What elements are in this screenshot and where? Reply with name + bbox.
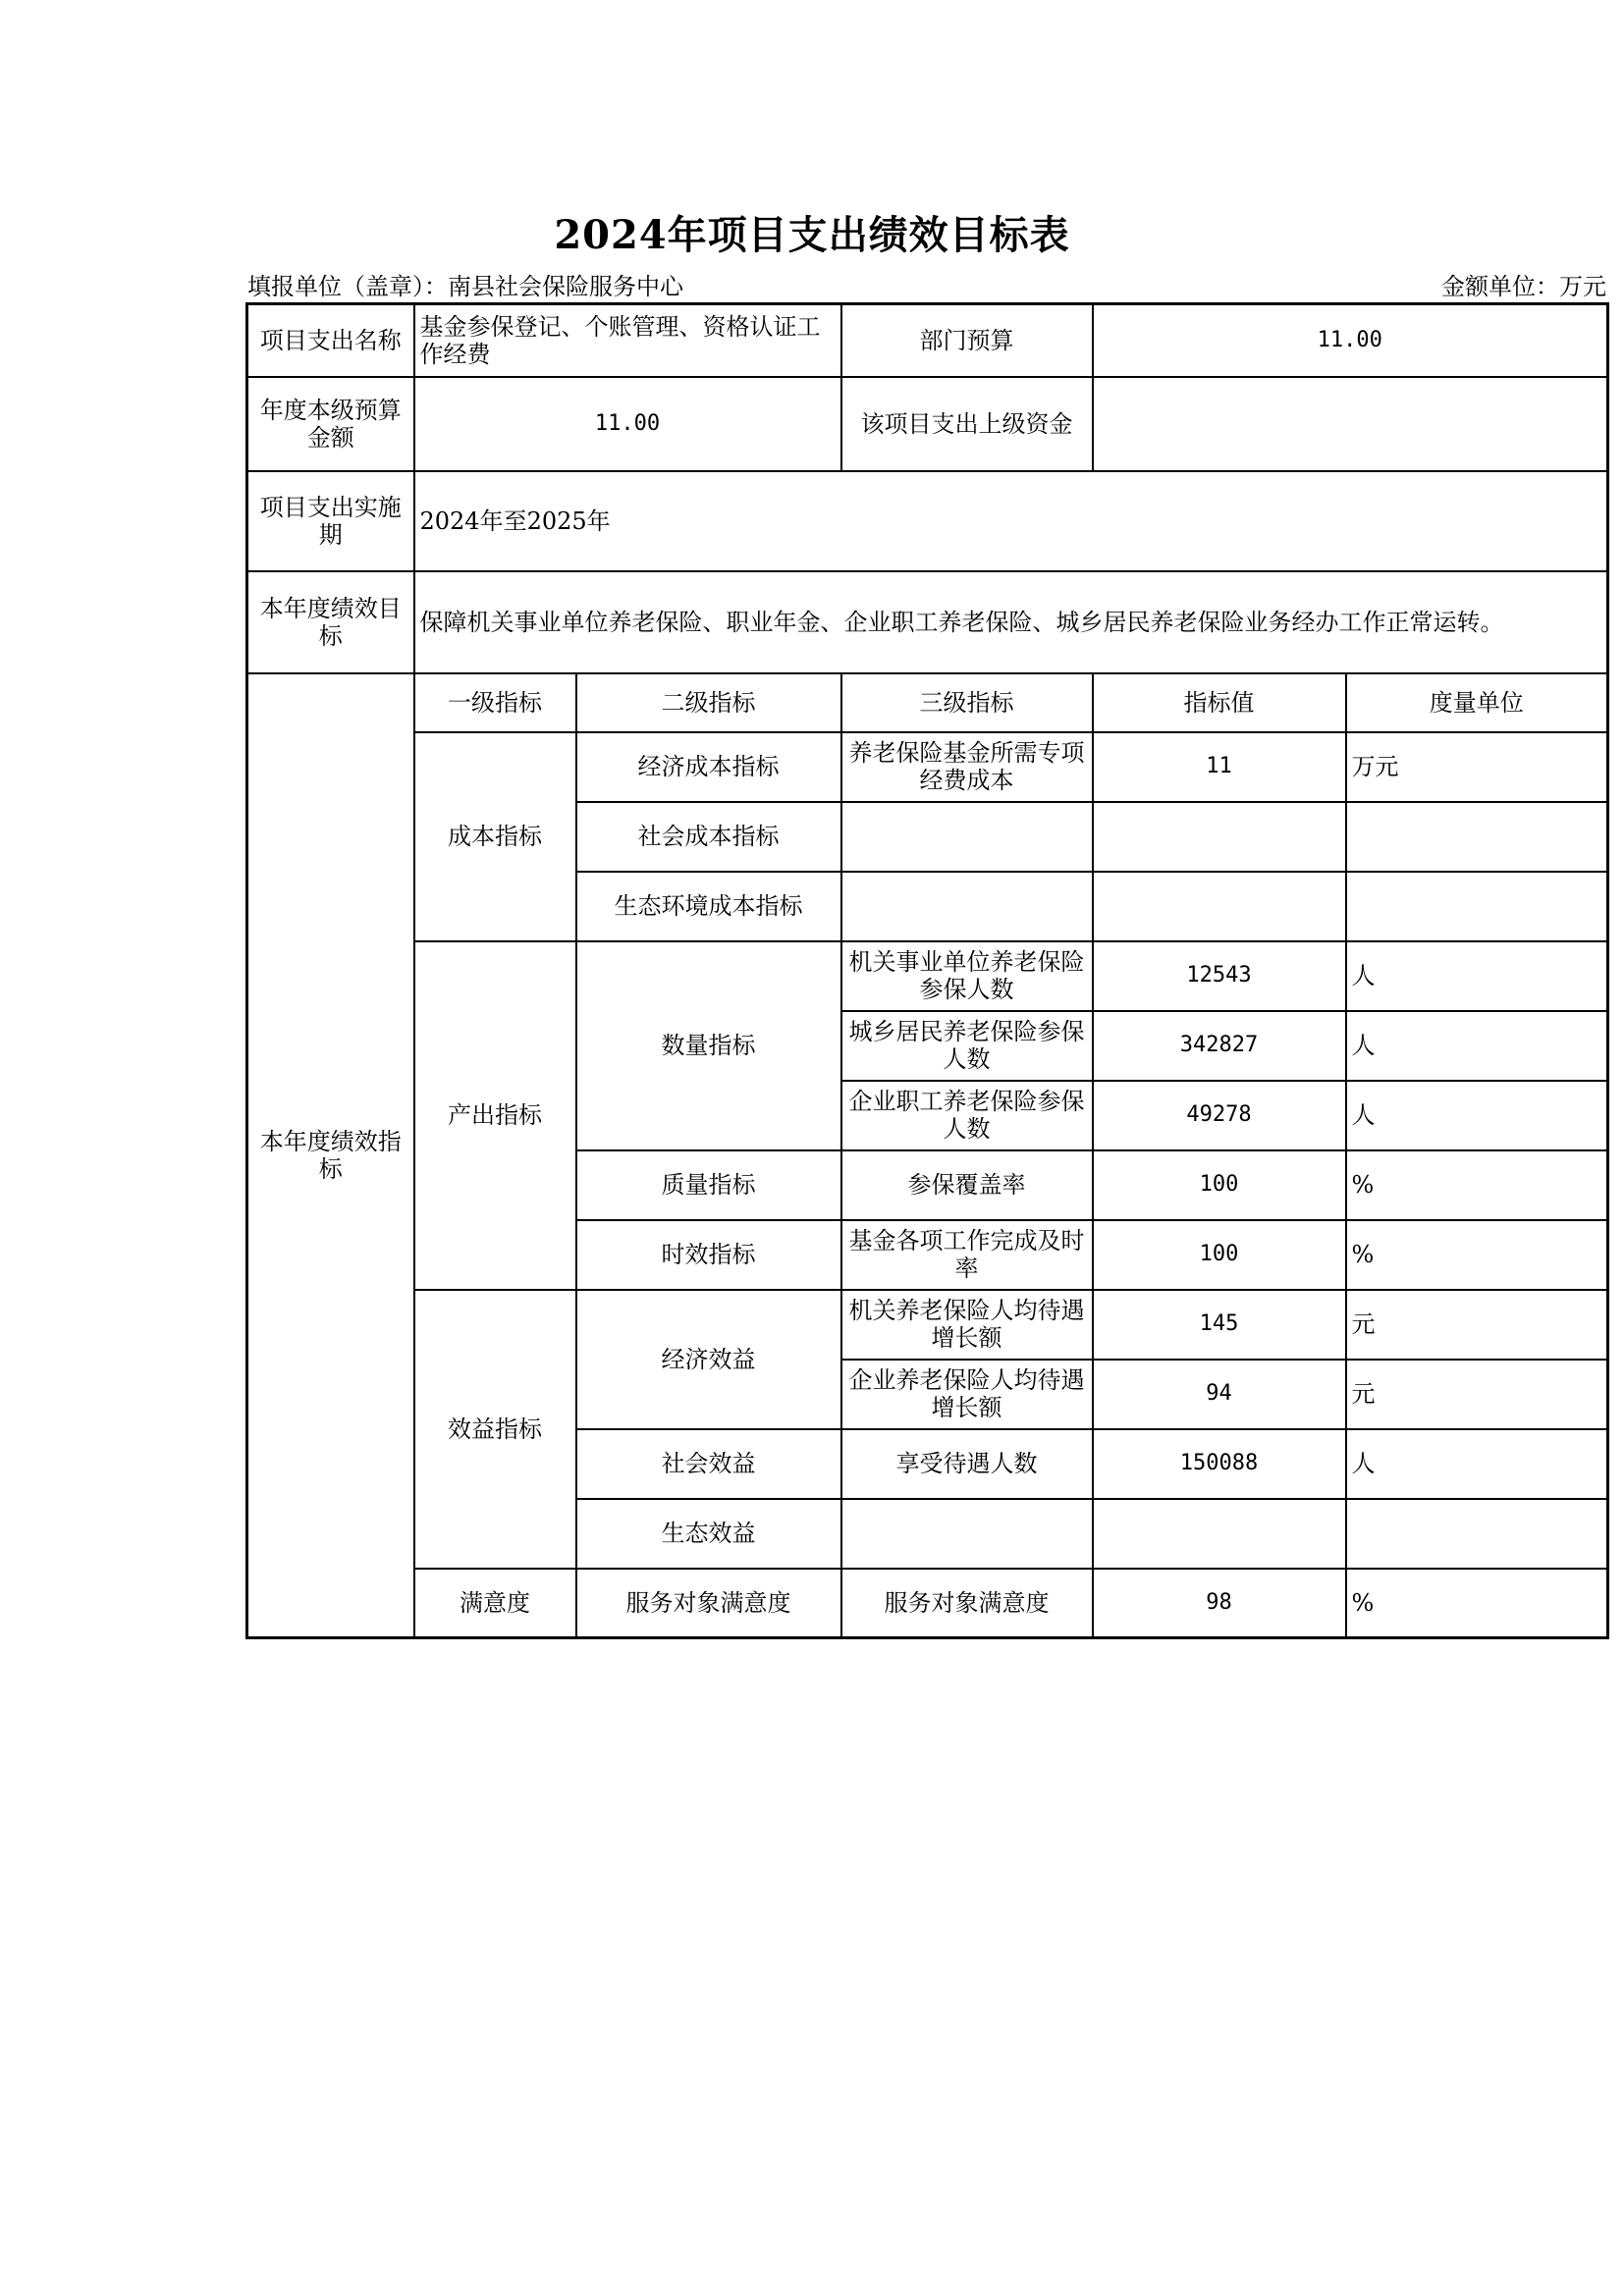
unit-cell: 元 (1346, 1290, 1608, 1360)
annual-budget-value: 11.00 (414, 377, 841, 471)
value-cell: 145 (1093, 1290, 1346, 1360)
unit-cell (1346, 1499, 1608, 1569)
level3-cell: 机关养老保险人均待遇增长额 (841, 1290, 1093, 1360)
level3-cell: 享受待遇人数 (841, 1429, 1093, 1499)
unit-cell: 万元 (1346, 732, 1608, 802)
level1-cell: 产出指标 (414, 941, 576, 1290)
unit-cell: 人 (1346, 1081, 1608, 1150)
column-header: 二级指标 (576, 673, 841, 732)
column-header: 一级指标 (414, 673, 576, 732)
value-cell: 150088 (1093, 1429, 1346, 1499)
level1-cell: 满意度 (414, 1569, 576, 1638)
table-row (247, 304, 1608, 377)
column-header: 三级指标 (841, 673, 1093, 732)
table-row (247, 1290, 1608, 1360)
value-cell: 94 (1093, 1360, 1346, 1429)
unit-cell: 人 (1346, 1011, 1608, 1081)
level3-cell: 参保覆盖率 (841, 1150, 1093, 1220)
value-cell: 342827 (1093, 1011, 1346, 1081)
level2-cell: 经济成本指标 (576, 732, 841, 802)
value-cell (1093, 872, 1346, 941)
level3-cell (841, 1499, 1093, 1569)
level3-cell (841, 802, 1093, 872)
amount-unit: 金额单位：万元 (1441, 273, 1606, 300)
level2-cell: 生态环境成本指标 (576, 872, 841, 941)
level2-cell: 时效指标 (576, 1220, 841, 1290)
table-row (247, 941, 1608, 1011)
performance-table (245, 302, 1609, 1639)
period-label: 项目支出实施期 (247, 471, 414, 571)
reporting-unit: 填报单位（盖章）：南县社会保险服务中心 (247, 273, 683, 300)
value-cell: 11 (1093, 732, 1346, 802)
project-name-label: 项目支出名称 (247, 304, 414, 377)
unit-cell: % (1346, 1569, 1608, 1638)
value-cell: 100 (1093, 1220, 1346, 1290)
period-value: 2024年至2025年 (414, 471, 1608, 571)
table-row (247, 1569, 1608, 1638)
value-cell: 98 (1093, 1569, 1346, 1638)
level3-cell: 机关事业单位养老保险参保人数 (841, 941, 1093, 1011)
level2-cell: 服务对象满意度 (576, 1569, 841, 1638)
unit-cell: 人 (1346, 941, 1608, 1011)
level3-cell: 城乡居民养老保险参保人数 (841, 1011, 1093, 1081)
level3-cell (841, 872, 1093, 941)
level2-cell: 质量指标 (576, 1150, 841, 1220)
unit-cell: % (1346, 1220, 1608, 1290)
column-header: 度量单位 (1346, 673, 1608, 732)
level3-cell: 服务对象满意度 (841, 1569, 1093, 1638)
annual-budget-label: 年度本级预算金额 (247, 377, 414, 471)
column-header: 指标值 (1093, 673, 1346, 732)
level3-cell: 企业职工养老保险参保人数 (841, 1081, 1093, 1150)
superior-funds-value (1093, 377, 1608, 471)
page-title: 2024年项目支出绩效目标表 (554, 212, 1070, 258)
level3-cell: 企业养老保险人均待遇增长额 (841, 1360, 1093, 1429)
level2-cell: 社会效益 (576, 1429, 841, 1499)
dept-budget-label: 部门预算 (841, 304, 1093, 377)
level2-cell: 社会成本指标 (576, 802, 841, 872)
unit-cell: 人 (1346, 1429, 1608, 1499)
table-row (247, 732, 1608, 802)
level3-cell: 基金各项工作完成及时率 (841, 1220, 1093, 1290)
value-cell (1093, 1499, 1346, 1569)
level1-cell: 效益指标 (414, 1290, 576, 1569)
value-cell: 49278 (1093, 1081, 1346, 1150)
level2-cell: 经济效益 (576, 1290, 841, 1429)
dept-budget-value: 11.00 (1093, 304, 1608, 377)
goal-value: 保障机关事业单位养老保险、职业年金、企业职工养老保险、城乡居民养老保险业务经办工作正常运转。 (414, 571, 1608, 673)
unit-cell (1346, 802, 1608, 872)
level2-cell: 数量指标 (576, 941, 841, 1150)
level3-cell: 养老保险基金所需专项经费成本 (841, 732, 1093, 802)
unit-cell: % (1346, 1150, 1608, 1220)
value-cell: 12543 (1093, 941, 1346, 1011)
unit-cell (1346, 872, 1608, 941)
value-cell (1093, 802, 1346, 872)
table-row (247, 571, 1608, 673)
table-row (247, 471, 1608, 571)
table-row (247, 377, 1608, 471)
level1-cell: 成本指标 (414, 732, 576, 941)
indicator-section-label: 本年度绩效指标 (247, 673, 414, 1638)
value-cell: 100 (1093, 1150, 1346, 1220)
superior-funds-label: 该项目支出上级资金 (841, 377, 1093, 471)
goal-label: 本年度绩效目标 (247, 571, 414, 673)
unit-cell: 元 (1346, 1360, 1608, 1429)
table-row (247, 673, 1608, 732)
project-name-value: 基金参保登记、个账管理、资格认证工作经费 (414, 304, 841, 377)
level2-cell: 生态效益 (576, 1499, 841, 1569)
